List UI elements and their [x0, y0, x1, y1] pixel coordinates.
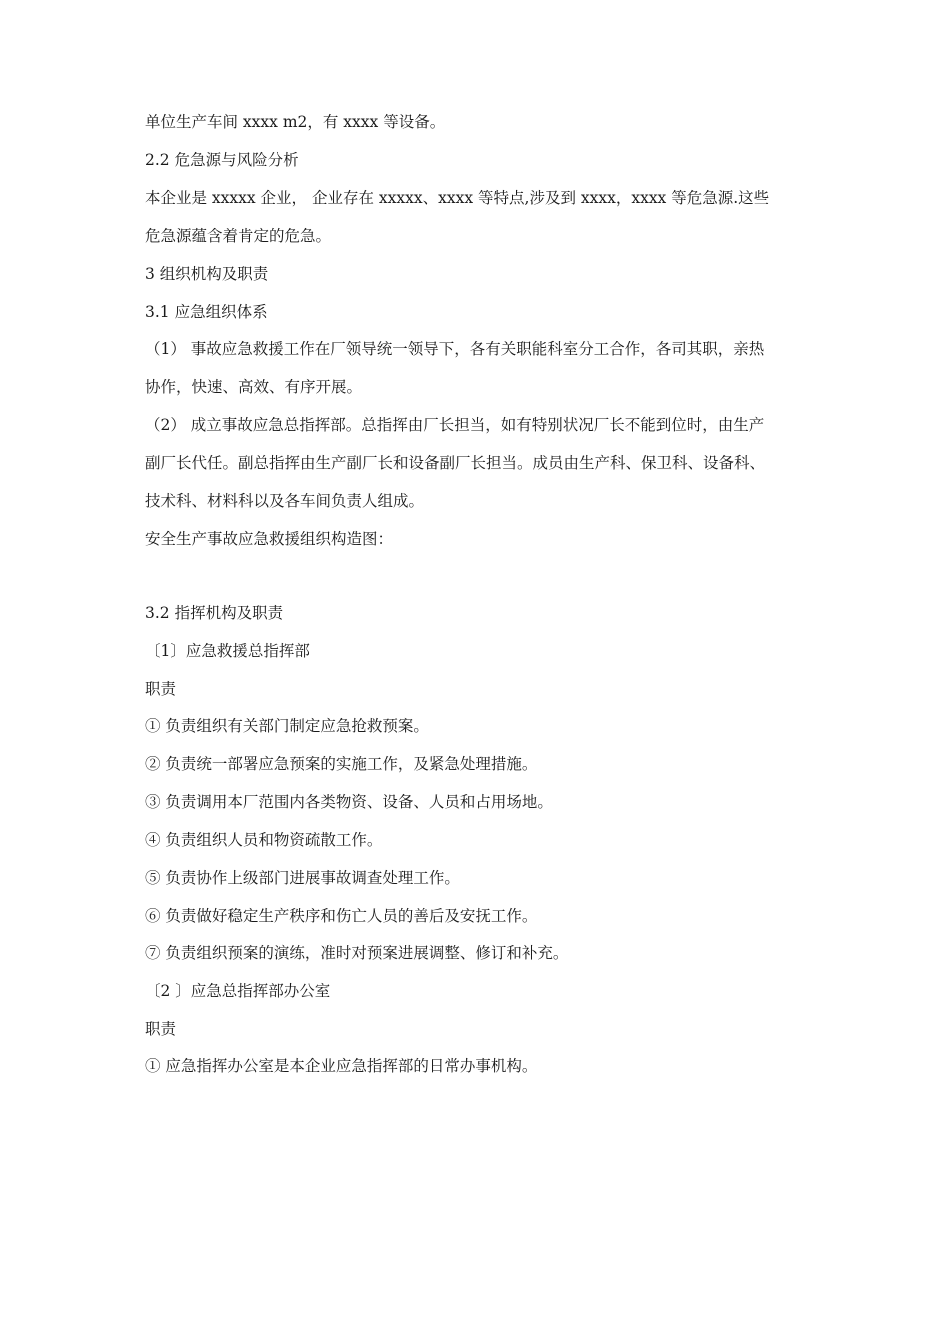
list-item: ② 负责统一部署应急预案的实施工作，及紧急处理措施。	[145, 755, 538, 773]
list-item: ⑦ 负责组织预案的演练，准时对预案进展调整、修订和补充。	[145, 944, 569, 962]
text-line: （2） 成立事故应急总指挥部。总指挥由厂长担当，如有特别状况厂长不能到位时，由生产	[145, 416, 765, 434]
text-line: 本企业是 xxxxx 企业， 企业存在 xxxxx、xxxx 等特点,涉及到 xxxx，xxxx 等危急源.这些	[145, 189, 770, 207]
text-line: 职责	[145, 1020, 177, 1038]
text-line: 副厂长代任。副总指挥由生产副厂长和设备副厂长担当。成员由生产科、保卫科、设备科、	[145, 454, 766, 472]
text-line: 安全生产事故应急救援组织构造图：	[145, 530, 394, 548]
subsection-heading: 〔1〕应急救援总指挥部	[145, 642, 310, 660]
text-line: 危急源蕴含着肯定的危急。	[145, 227, 332, 245]
section-heading: 3.2 指挥机构及职责	[145, 604, 284, 622]
list-item: ③ 负责调用本厂范围内各类物资、设备、人员和占用场地。	[145, 793, 553, 811]
section-heading: 3 组织机构及职责	[145, 265, 269, 283]
list-item: ⑥ 负责做好稳定生产秩序和伤亡人员的善后及安抚工作。	[145, 907, 538, 925]
list-item: ① 负责组织有关部门制定应急抢救预案。	[145, 717, 429, 735]
text-line: （1） 事故应急救援工作在厂领导统一领导下，各有关职能科室分工合作，各司其职，亲热	[145, 340, 765, 358]
text-line: 协作，快速、高效、有序开展。	[145, 378, 363, 396]
list-item: ⑤ 负责协作上级部门进展事故调查处理工作。	[145, 869, 460, 887]
list-item: ④ 负责组织人员和物资疏散工作。	[145, 831, 383, 849]
text-line: 单位生产车间 xxxx m2，有 xxxx 等设备。	[145, 113, 446, 131]
section-heading: 3.1 应急组织体系	[145, 303, 268, 321]
subsection-heading: 〔2 〕应急总指挥部办公室	[145, 982, 331, 1000]
list-item: ① 应急指挥办公室是本企业应急指挥部的日常办事机构。	[145, 1057, 538, 1075]
text-line: 职责	[145, 680, 177, 698]
section-heading: 2.2 危急源与风险分析	[145, 151, 299, 169]
text-line: 技术科、材料科以及各车间负责人组成。	[145, 492, 425, 510]
